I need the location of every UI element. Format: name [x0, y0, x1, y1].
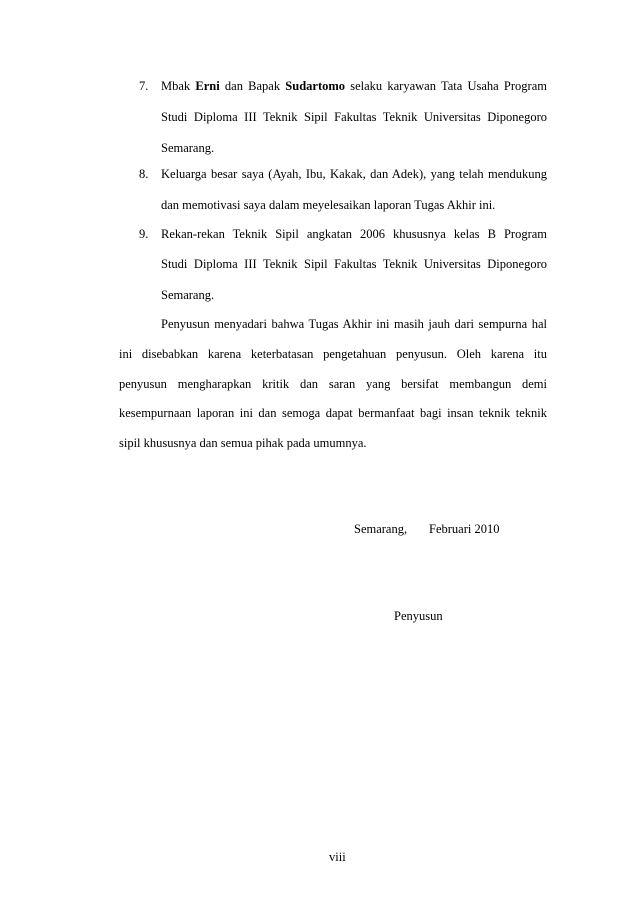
list-item-7-line-2: Studi Diploma III Teknik Sipil Fakultas Teknik Universitas Diponegoro	[161, 110, 547, 124]
list-number-8: 8.	[139, 167, 149, 181]
paragraph-line-4: kesempurnaan laporan ini dan semoga dapat bermanfaat bagi insan teknik teknik	[119, 406, 547, 420]
list-item-9-line-1: Rekan-rekan Teknik Sipil angkatan 2006 khususnya kelas B Program	[161, 227, 547, 241]
paragraph-line-5: sipil khususnya dan semua pihak pada umumnya.	[119, 436, 367, 450]
list-item-9-line-3: Semarang.	[161, 288, 215, 302]
list-item-7-line-3: Semarang.	[161, 141, 215, 155]
signature-place: Semarang,	[354, 522, 408, 536]
list-number-9: 9.	[139, 227, 149, 241]
paragraph-line-2: ini disebabkan karena keterbatasan pengetahuan penyusun. Oleh karena itu	[119, 347, 547, 361]
list-item-8-line-2: dan memotivasi saya dalam meyelesaikan laporan Tugas Akhir ini.	[161, 198, 496, 212]
paragraph-line-1: Penyusun menyadari bahwa Tugas Akhir ini masih jauh dari sempurna hal	[161, 317, 547, 331]
text-fragment: selaku karyawan Tata Usaha Program	[345, 79, 547, 93]
text-fragment: dan Bapak	[219, 79, 286, 93]
list-item-8-line-1: Keluarga besar saya (Ayah, Ibu, Kakak, dan Adek), yang telah mendukung	[161, 167, 547, 181]
list-number-7: 7.	[139, 79, 149, 93]
page-number: viii	[329, 850, 346, 864]
bold-name-erni: Erni	[195, 79, 220, 93]
list-item-7-line-1	[161, 78, 547, 94]
text-fragment: Mbak	[161, 79, 196, 93]
signature-author: Penyusun	[394, 609, 443, 623]
bold-name-sudartomo: Sudartomo	[285, 79, 346, 93]
paragraph-line-3: penyusun mengharapkan kritik dan saran yang bersifat membangun demi	[119, 377, 547, 391]
list-item-9-line-2: Studi Diploma III Teknik Sipil Fakultas Teknik Universitas Diponegoro	[161, 257, 547, 271]
signature-date: Februari 2010	[429, 522, 500, 536]
